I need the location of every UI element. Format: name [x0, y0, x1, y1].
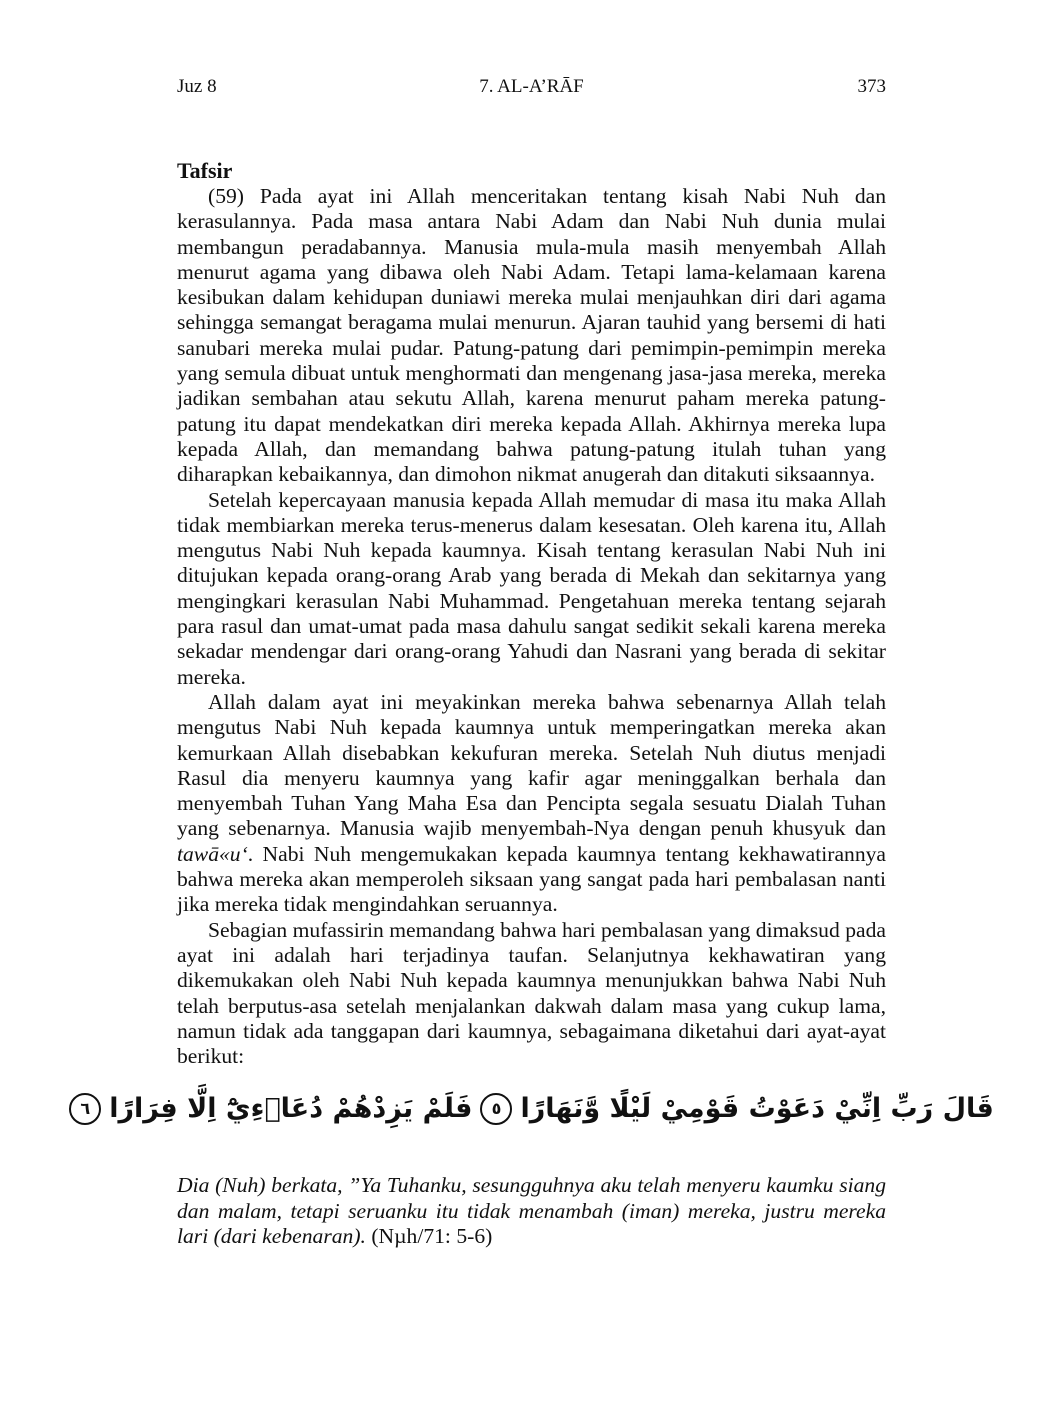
page-number: 373 [857, 76, 886, 97]
arabic-verse [69, 1079, 994, 1139]
verse-reference: (Nµh/71: 5-6) [365, 1223, 493, 1248]
paragraph-3 [177, 690, 886, 918]
paragraph-4: Sebagian mufassirin memandang bahwa hari pembalasan yang dimaksud pada ayat ini adalah hari terjadinya taufan. Selanjutnya kekhawatiran yang dikemukakan oleh Nabi Nuh kepada kaumnya menunjukkan bahwa Nabi Nuh telah berputus-asa setelah menjalankan dakwah dalam masa yang cukup lama, namun tidak ada tanggapan dari kaumnya, sebagaimana diketahui dari ayat-ayat berikut: [177, 917, 886, 1069]
paragraph-2: Setelah kepercayaan manusia kepada Allah memudar di masa itu maka Allah tidak membiarkan mereka terus-menerus dalam kesesatan. Oleh karena itu, Allah mengutus Nabi Nuh kepada kaumnya. Kisah tentang kerasulan Nabi Nuh ini ditujukan kepada orang-orang Arab yang berada di Mekah dan sekitarnya yang mengingkari kerasulan Nabi Muhammad. Pengetahuan mereka tentang sejarah para rasul dan umat-umat pada masa dahulu sangat sedikit sekali karena mereka sekadar mendengar dari orang-orang Yahudi dan Nasrani yang berada di sekitar mereka. [177, 487, 886, 689]
paragraph-3-text: Allah dalam ayat ini meyakinkan mereka bahwa sebenarnya Allah telah mengutus Nabi Nuh kepada kaumnya untuk memperingatkan mereka akan kemurkaan Allah disebabkan kekufuran mereka. Setelah Nuh diutus menjadi Rasul dia menyeru kaumnya yang kafir agar meninggalkan berhala dan menyembah Tuhan Yang Maha Esa dan Pencipta segala sesuatu Dialah Tuhan yang sebenarnya. Manusia wajib menyembah-Nya dengan penuh khusyuk dan [177, 689, 886, 841]
arabic-verse-part-1: قَالَ رَبِّ اِنِّيْ دَعَوْتُ قَوْمِيْ لَيْلًا وَّنَهَارًا [520, 1093, 994, 1125]
translation-text: Dia (Nuh) berkata, ”Ya Tuhanku, sesungguhnya aku telah menyeru kaumku siang dan malam, tetapi seruanku itu tidak menambah (iman) mereka, justru mereka lari (dari kebenaran). [177, 1173, 886, 1248]
paragraph-3-text-cont: . Nabi Nuh mengemukakan kepada kaumnya tentang kekhawatirannya bahwa mereka akan memperoleh siksaan yang sangat pada hari pembalasan nanti jika mereka tidak mengindahkan seruannya. [177, 841, 886, 917]
ayah-number-marker: ٦ [69, 1093, 101, 1125]
ayah-number-marker: ٥ [480, 1093, 512, 1125]
page-header [177, 76, 886, 102]
paragraph-3-italic-term: tawā«u‘ [177, 841, 248, 866]
section-title: Tafsir [177, 158, 233, 183]
arabic-verse-part-2: فَلَمْ يَزِدْهُمْ دُعَاۤءِيْٓ اِلَّا فِرَارًا [109, 1093, 473, 1125]
surah-title: 7. AL-A’RĀF [479, 76, 584, 97]
page-body [80, 158, 994, 1249]
verse-translation [177, 1173, 886, 1249]
paragraph-1: (59) Pada ayat ini Allah menceritakan tentang kisah Nabi Nuh dan kerasulannya. Pada masa antara Nabi Adam dan Nabi Nuh dunia mulai membangun peradabannya. Manusia mula-mula masih menyembah Allah menurut agama yang dibawa oleh Nabi Adam. Tetapi lama-kelamaan karena kesibukan dalam kehidupan duniawi mereka mulai menjauhkan diri dari agama sehingga semangat beragama mulai menurun. Ajaran tauhid yang bersemi di hati sanubari mereka mulai pudar. Patung-patung dari pemimpin-pemimpin mereka yang semula dibuat untuk menghormati dan mengenang jasa-jasa mereka, mereka jadikan sembahan atau sekutu Allah, karena menurut paham mereka patung-patung itu dapat mendekatkan diri mereka kepada Allah. Akhirnya mereka lupa kepada Allah, dan memandang bahwa patung-patung itulah tuhan yang diharapkan kebaikannya, dan dimohon nikmat anugerah dan ditakuti siksaannya. [177, 184, 886, 487]
quran-verse-block [80, 1079, 994, 1139]
juz-label: Juz 8 [177, 76, 217, 97]
